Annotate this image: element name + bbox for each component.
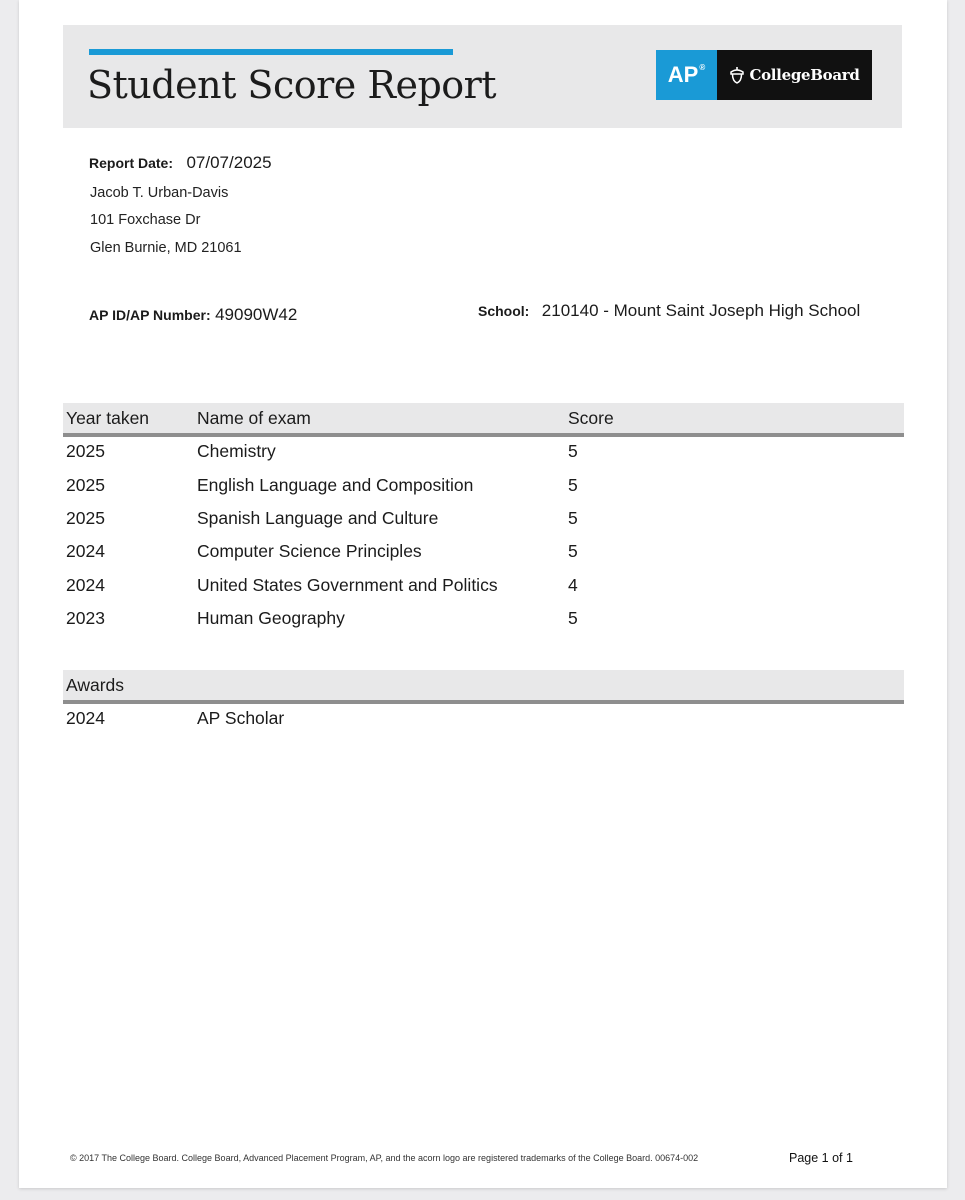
col-exam-header: Name of exam (197, 408, 311, 428)
exam-name: English Language and Composition (197, 475, 474, 495)
award-name: AP Scholar (197, 708, 285, 728)
ap-id-label: AP ID/AP Number: (89, 307, 211, 323)
exam-year: 2024 (66, 541, 105, 561)
report-date (89, 153, 272, 173)
table-row (63, 541, 904, 571)
exam-score: 5 (568, 541, 578, 561)
address-line-1: 101 Foxchase Dr (90, 212, 201, 228)
report-date-label: Report Date: (89, 155, 174, 171)
exam-name: Human Geography (197, 608, 345, 628)
table-row (63, 608, 904, 638)
scores-table-header (63, 403, 904, 437)
table-row (63, 475, 904, 505)
address-line-2: Glen Burnie, MD 21061 (90, 240, 242, 256)
school (478, 301, 860, 321)
report-page (19, 0, 947, 1188)
footer-trademark-note: © 2017 The College Board. College Board, Advanced Placement Program, AP, and the acorn logo are registered trademarks of the College Board. 00674-002 (70, 1153, 699, 1163)
col-year-header: Year taken (66, 408, 150, 428)
ap-collegeboard-logo (656, 50, 872, 100)
acorn-icon (729, 66, 745, 84)
table-row (63, 708, 904, 738)
ap-logo-text: AP (667, 62, 699, 87)
school-value: 210140 - Mount Saint Joseph High School (541, 301, 861, 320)
page-title: Student Score Report (87, 63, 497, 107)
table-row (63, 508, 904, 538)
exam-year: 2023 (66, 608, 105, 628)
exam-score: 5 (568, 508, 578, 528)
header-accent-bar (89, 49, 453, 55)
collegeboard-logo (717, 50, 872, 100)
awards-header: Awards (66, 675, 125, 695)
exam-year: 2025 (66, 508, 105, 528)
exam-year: 2024 (66, 575, 105, 595)
exam-year: 2025 (66, 441, 105, 461)
student-name: Jacob T. Urban-Davis (90, 185, 229, 201)
exam-name: Computer Science Principles (197, 541, 422, 561)
report-date-value: 07/07/2025 (186, 153, 272, 172)
ap-id-value: 49090W42 (215, 305, 298, 324)
exam-name: Chemistry (197, 441, 276, 461)
awards-table-header (63, 670, 904, 704)
school-label: School: (478, 303, 530, 319)
page-number: Page 1 of 1 (789, 1151, 853, 1165)
exam-score: 5 (568, 441, 578, 461)
table-row (63, 441, 904, 471)
exam-name: United States Government and Politics (197, 575, 498, 595)
collegeboard-logo-text: CollegeBoard (749, 66, 860, 84)
exam-score: 5 (568, 608, 578, 628)
col-score-header: Score (568, 408, 614, 428)
exam-year: 2025 (66, 475, 105, 495)
exam-name: Spanish Language and Culture (197, 508, 439, 528)
exam-score: 4 (568, 575, 578, 595)
ap-logo: AP ® (656, 50, 717, 100)
table-row (63, 575, 904, 605)
report-header (63, 25, 902, 128)
award-year: 2024 (66, 708, 105, 728)
exam-score: 5 (568, 475, 578, 495)
ap-id (89, 305, 297, 325)
